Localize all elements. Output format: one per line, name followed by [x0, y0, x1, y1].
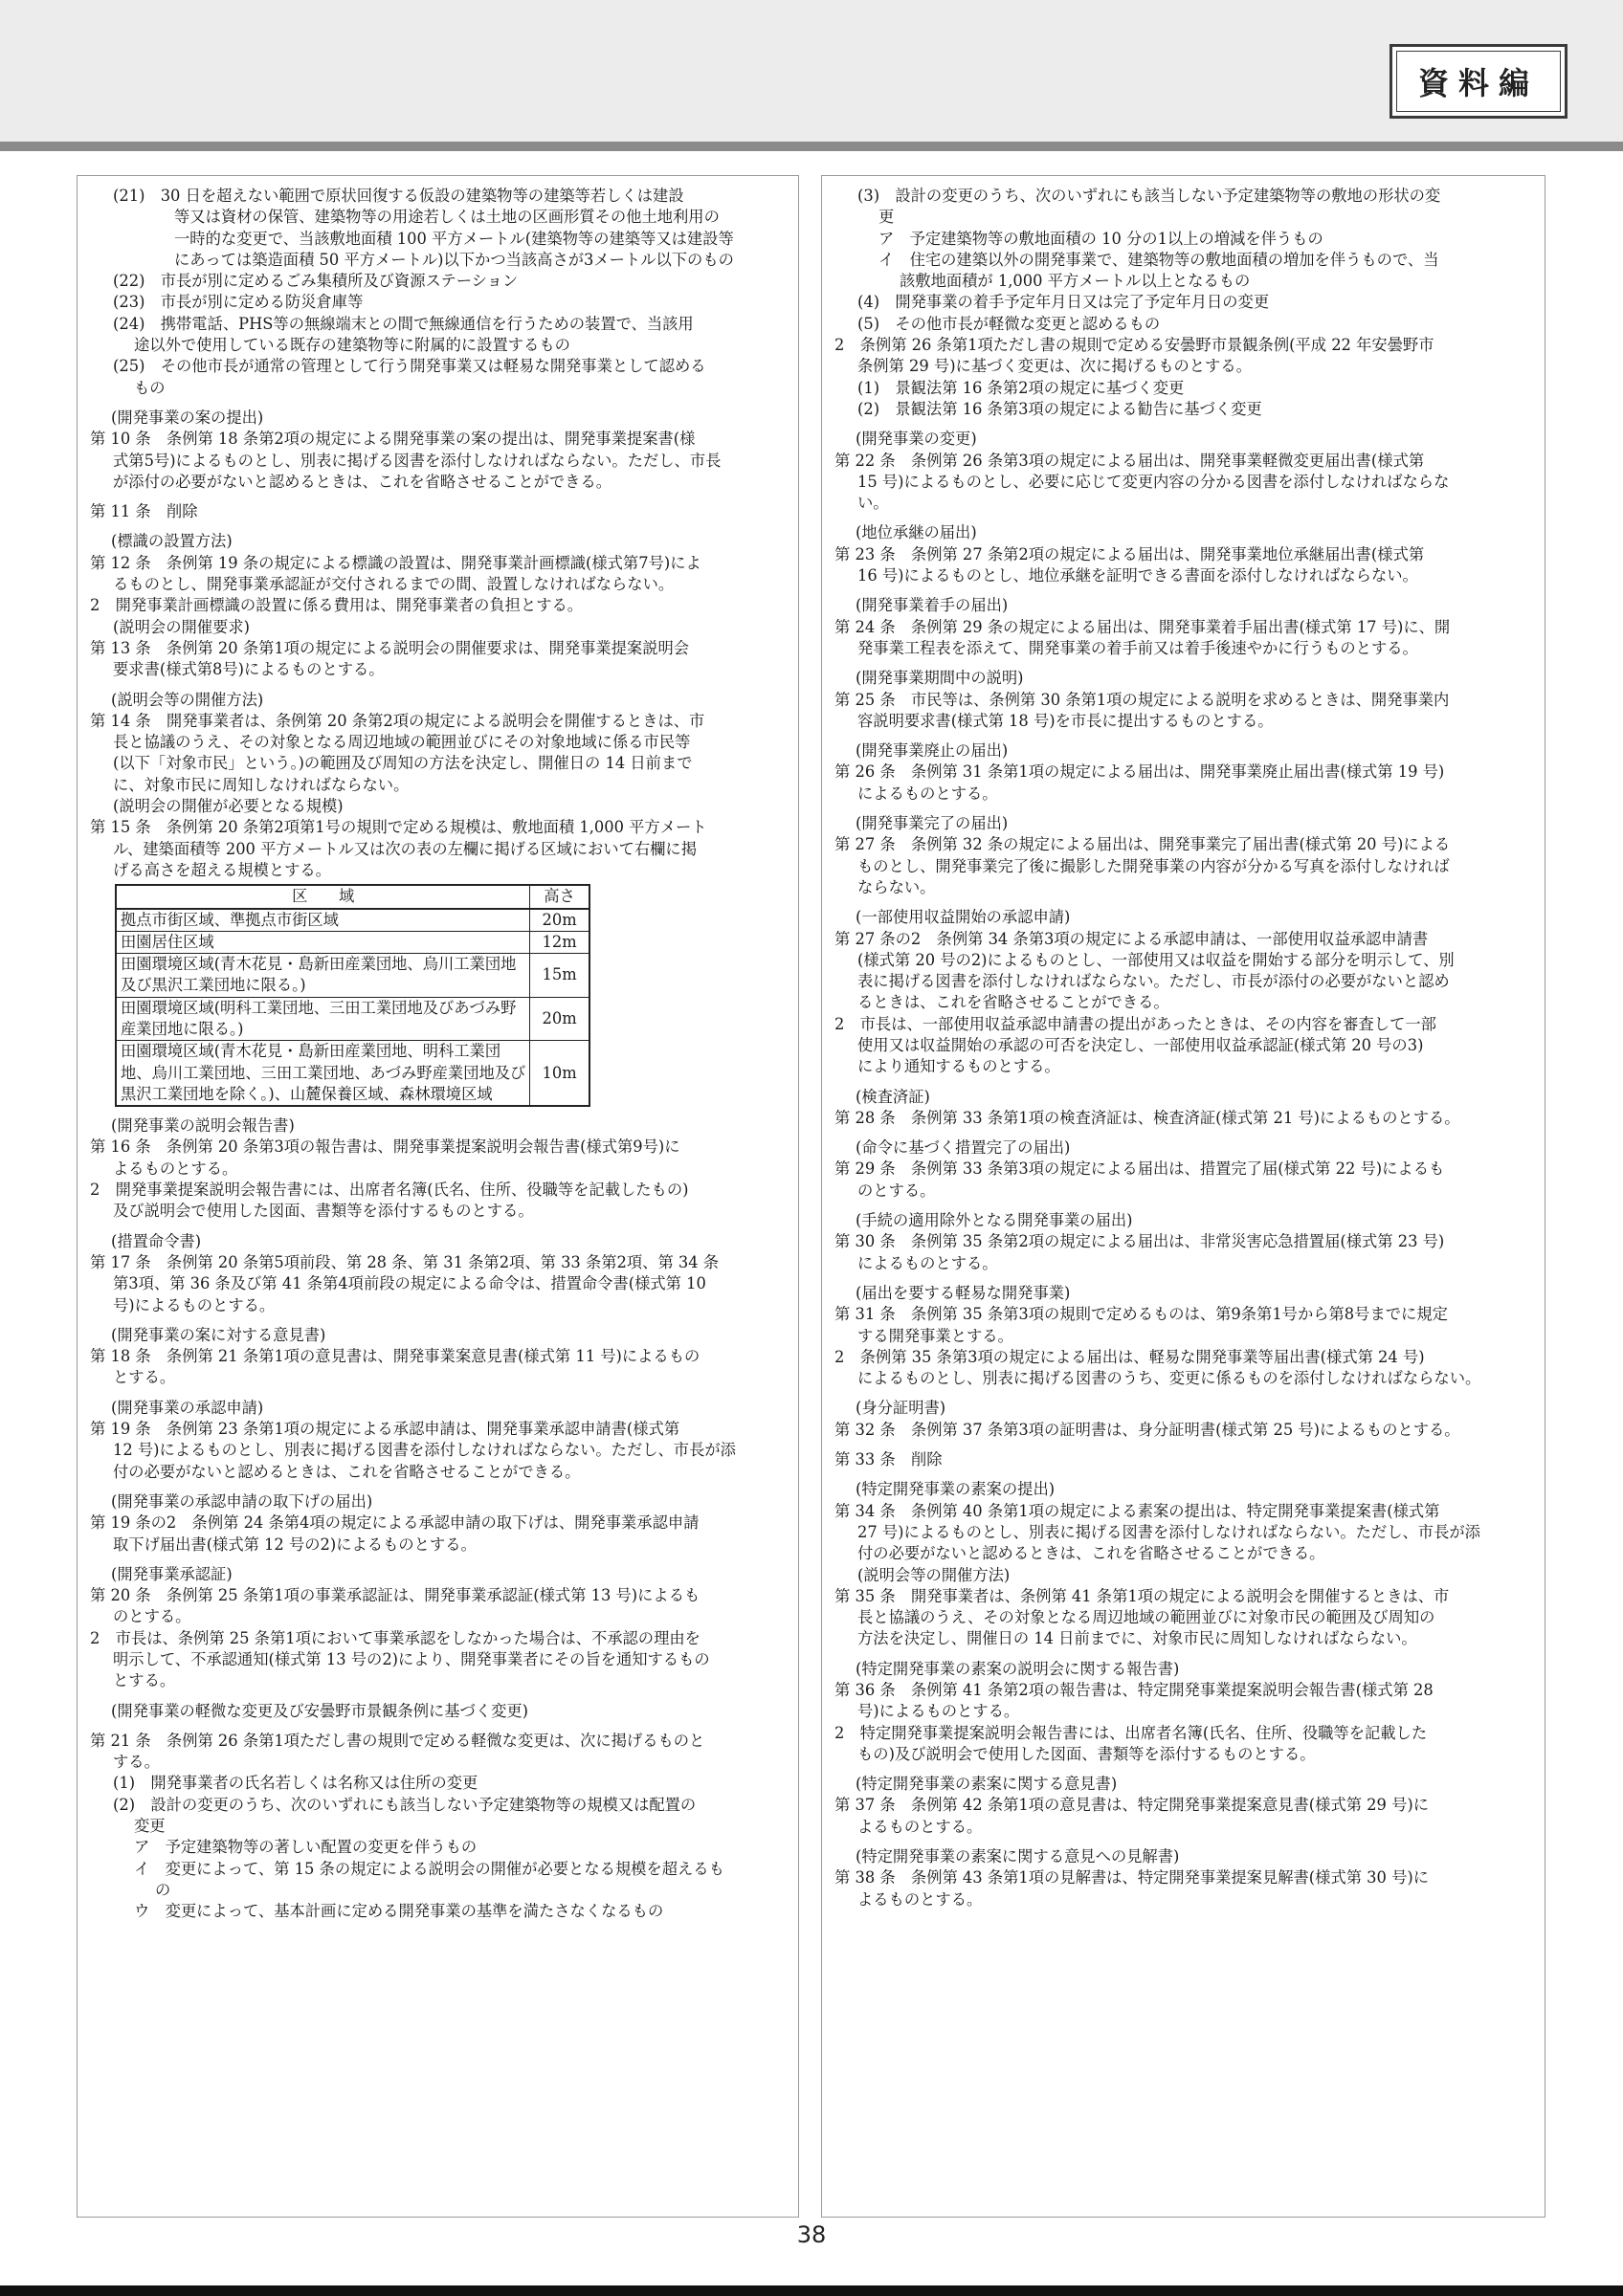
zone-area-line: 及び黒沢工業団地に限る。)	[121, 976, 306, 995]
text-line: 第 31 条 条例第 35 条第3項の規則で定めるものは、第9条第1号から第8号までに規定	[834, 1305, 1448, 1324]
page-number: 38	[796, 2221, 827, 2248]
text-line: (1) 景観法第 16 条第2項の規定に基づく変更	[857, 378, 1185, 397]
text-line: 号)によるものとする。	[113, 1295, 276, 1314]
section-heading: (届出を要する軽易な開発事業)	[856, 1283, 1071, 1302]
table-header-cell: 区 域	[116, 885, 530, 908]
section-heading: (説明会等の開催方法)	[111, 690, 264, 709]
section-heading: (開発事業の説明会報告書)	[111, 1116, 295, 1136]
section-heading: (特定開発事業の素案に関する意見への見解書)	[856, 1847, 1180, 1866]
section-heading: (開発事業の軽微な変更及び安曇野市景観条例に基づく変更)	[111, 1701, 529, 1720]
right-column-text	[834, 186, 1535, 1910]
text-line: 第 15 条 条例第 20 条第2項第1号の規則で定める規模は、敷地面積 1,000 平方メート	[90, 818, 707, 837]
text-line: (22) 市長が別に定めるごみ集積所及び資源ステーション	[113, 272, 519, 291]
section-tag	[1390, 44, 1567, 119]
zone-area-line: 田園環境区域(青木花見・島新田産業団地、明科工業団	[121, 1042, 501, 1061]
text-line: 途以外で使用している既存の建築物等に附属的に設置するもの	[134, 336, 570, 355]
text-line: 16 号)によるものとし、地位承継を証明できる書面を添付しなければならない。	[857, 566, 1418, 585]
text-line: 12 号)によるものとし、別表に掲げる図書を添付しなければならない。ただし、市長が添	[113, 1441, 736, 1460]
text-line: 要求書(様式第8号)によるものとする。	[113, 660, 385, 679]
text-line: 第 27 条の2 条例第 34 条第3項の規定による承認申請は、一部使用収益承認申請書	[834, 929, 1429, 948]
zone-area-line: 田園環境区域(明科工業団地、三田工業団地及びあづみ野	[121, 998, 517, 1017]
text-line: (2) 設計の変更のうち、次のいずれにも該当しない予定建築物等の規模又は配置の	[113, 1795, 697, 1814]
text-line: 変更	[134, 1817, 166, 1836]
section-heading: (標識の設置方法)	[111, 532, 233, 551]
text-line: 取下げ届出書(様式第 12 号の2)によるものとする。	[113, 1534, 477, 1554]
text-line: イ 変更によって、第 15 条の規定による説明会の開催が必要となる規模を超えるも	[134, 1859, 724, 1878]
text-line: い。	[857, 494, 889, 513]
left-column-text-b	[90, 1115, 789, 1922]
text-line: 号)によるものとする。	[857, 1702, 1020, 1721]
section-tag-inner	[1396, 51, 1561, 112]
text-line: ル、建築面積等 200 平方メートル又は次の表の左欄に掲げる区域において右欄に掲	[113, 839, 697, 858]
text-line: 等又は資材の保管、建築物等の用途若しくは土地の区画形質その他土地利用の	[174, 208, 720, 227]
text-line: 一時的な変更で、当該敷地面積 100 平方メートル(建築物等の建築等又は建設等	[174, 229, 734, 248]
text-line: 第 24 条 条例第 29 条の規定による届出は、開発事業着手届出書(様式第 17 号)に、開	[834, 617, 1451, 636]
text-line: 第 28 条 条例第 33 条第1項の検査済証は、検査済証(様式第 21 号)によるものとする。	[834, 1108, 1460, 1127]
text-line: する開発事業とする。	[857, 1326, 1013, 1345]
text-line: 2 条例第 26 条第1項ただし書の規則で定める安曇野市景観条例(平成 22 年安曇野市	[834, 336, 1434, 355]
text-line: のとする。	[857, 1181, 936, 1200]
zone-height-cell: 20m	[530, 909, 589, 932]
text-line: する。	[113, 1753, 160, 1772]
text-line: 該敷地面積が 1,000 平方メートル以上となるもの	[900, 272, 1251, 291]
text-line: (25) その他市長が通常の管理として行う開発事業又は軽易な開発事業として認める	[113, 357, 706, 376]
zone-area-line: 黒沢工業団地を除く。)、山麓保養区域、森林環境区域	[121, 1084, 493, 1103]
text-line: (2) 景観法第 16 条第3項の規定による勧告に基づく変更	[857, 399, 1262, 418]
text-line: (説明会の開催要求)	[113, 617, 250, 636]
text-line: 付の必要がないと認めるときは、これを省略させることができる。	[113, 1462, 581, 1481]
text-line: 第 11 条 削除	[90, 502, 198, 521]
section-heading: (開発事業の承認申請)	[111, 1398, 264, 1417]
text-line: るものとし、開発事業承認証が交付されるまでの間、設置しなければならない。	[113, 575, 675, 594]
section-heading: (開発事業承認証)	[111, 1564, 233, 1583]
section-heading: (開発事業の承認申請の取下げの届出)	[111, 1491, 373, 1511]
text-line: (様式第 20 号の2)によるものとし、一部使用又は収益を開始する部分を明示して、別	[857, 950, 1455, 969]
text-line: 発事業工程表を添えて、開発事業の着手前又は着手後速やかに行うものとする。	[857, 638, 1418, 657]
text-line: 第3項、第 36 条及び第 41 条第4項前段の規定による命令は、措置命令書(様式第 10	[113, 1274, 706, 1293]
text-line: (23) 市長が別に定める防災倉庫等	[113, 293, 364, 312]
text-line: 条例第 29 号)に基づく変更は、次に掲げるものとする。	[857, 357, 1252, 376]
text-line: 第 27 条 条例第 32 条の規定による届出は、開発事業完了届出書(様式第 20 号)による	[834, 835, 1451, 854]
text-line: とする。	[113, 1368, 176, 1387]
zone-area-cell	[116, 1041, 530, 1106]
text-line: ア 予定建築物等の著しい配置の変更を伴うもの	[134, 1838, 478, 1857]
zone-area-line: 産業団地に限る。)	[121, 1019, 244, 1038]
text-line: 長と協議のうえ、その対象となる周辺地域の範囲並びにその対象地域に係る市民等	[113, 733, 691, 752]
section-heading: (身分証明書)	[856, 1399, 946, 1418]
text-line: により通知するものとする。	[857, 1057, 1060, 1076]
text-line: (1) 開発事業者の氏名若しくは名称又は住所の変更	[113, 1774, 478, 1793]
section-heading: (地位承継の届出)	[856, 523, 977, 542]
section-heading: (開発事業の案に対する意見書)	[111, 1325, 326, 1344]
text-line: 第 33 条 削除	[834, 1450, 943, 1469]
text-line: 容説明要求書(様式第 18 号)を市長に提出するものとする。	[857, 711, 1274, 730]
text-line: 方法を決定し、開催日の 14 日前までに、対象市民に周知しなければならない。	[857, 1629, 1417, 1648]
section-heading: (開発事業の案の提出)	[111, 408, 264, 427]
text-line: 第 38 条 条例第 43 条第1項の見解書は、特定開発事業提案見解書(様式第 30 号)に	[834, 1868, 1429, 1888]
text-line: 第 32 条 条例第 37 条第3項の証明書は、身分証明書(様式第 25 号)によるものとする。	[834, 1420, 1460, 1439]
text-line: 第 19 条 条例第 23 条第1項の規定による承認申請は、開発事業承認申請書(様式第	[90, 1420, 680, 1439]
section-heading: (特定開発事業の素案に関する意見書)	[856, 1775, 1118, 1794]
text-line: 2 条例第 35 条第3項の規定による届出は、軽易な開発事業等届出書(様式第 24 号)	[834, 1347, 1425, 1366]
left-column	[77, 175, 799, 2218]
text-line: よるものとする。	[857, 1889, 983, 1909]
zone-area-cell	[116, 954, 530, 998]
text-line: 付の必要がないと認めるときは、これを省略させることができる。	[857, 1544, 1325, 1563]
table-header-cell: 高さ	[530, 885, 589, 908]
text-line: げる高さを超える規模とする。	[113, 860, 331, 879]
zone-area-cell	[116, 909, 530, 932]
zone-area-cell	[116, 997, 530, 1041]
text-line: にあっては築造面積 50 平方メートル)以下かつ当該高さが3メートル以下のもの	[174, 250, 734, 269]
footer-rule	[0, 2285, 1623, 2296]
zone-area-line: 拠点市街区域、準拠点市街区域	[121, 910, 339, 929]
table-row	[116, 909, 589, 932]
text-line: 及び説明会で使用した図面、書類等を添付するものとする。	[113, 1202, 534, 1221]
section-heading: (開発事業完了の届出)	[856, 814, 1009, 833]
text-line: 第 12 条 条例第 19 条の規定による標識の設置は、開発事業計画標識(様式第7号)によ	[90, 553, 701, 572]
text-line: 第 22 条 条例第 26 条第3項の規定による届出は、開発事業軽微変更届出書(様式第	[834, 451, 1425, 470]
text-line: 第 20 条 条例第 25 条第1項の事業承認証は、開発事業承認証(様式第 13 号)によるも	[90, 1586, 700, 1605]
table-row	[116, 954, 589, 998]
text-line: ものとし、開発事業完了後に撮影した開発事業の内容が分かる写真を添付しなければ	[857, 856, 1450, 875]
text-line: 第 26 条 条例第 31 条第1項の規定による届出は、開発事業廃止届出書(様式第 19 号)	[834, 762, 1445, 782]
text-line: るときは、これを省略させることができる。	[857, 993, 1169, 1012]
text-line: (説明会の開催が必要となる規模)	[113, 797, 344, 816]
left-column-text-a	[90, 186, 789, 881]
text-line: とする。	[113, 1671, 176, 1690]
text-line: 2 市長は、条例第 25 条第1項において事業承認をしなかった場合は、不承認の理由を	[90, 1628, 700, 1647]
text-line: の	[155, 1880, 171, 1899]
text-line: (3) 設計の変更のうち、次のいずれにも該当しない予定建築物等の敷地の形状の変	[857, 187, 1441, 205]
text-line: もの)及び説明会で使用した図面、書類等を添付するものとする。	[857, 1744, 1316, 1763]
section-heading: (手続の適用除外となる開発事業の届出)	[856, 1211, 1133, 1230]
text-line: 2 開発事業計画標識の設置に係る費用は、開発事業者の負担とする。	[90, 596, 584, 615]
text-line: (5) その他市長が軽微な変更と認めるもの	[857, 314, 1161, 333]
zone-height-cell: 10m	[530, 1041, 589, 1106]
section-heading: (開発事業廃止の届出)	[856, 741, 1009, 761]
text-line: 表に掲げる図書を添付しなければならない。ただし、市長が添付の必要がないと認め	[857, 972, 1450, 991]
header-band	[0, 0, 1623, 142]
text-line: 第 13 条 条例第 20 条第1項の規定による説明会の開催要求は、開発事業提案説明会	[90, 638, 690, 657]
text-line: 27 号)によるものとし、別表に掲げる図書を添付しなければならない。ただし、市長が添	[857, 1522, 1480, 1541]
zone-area-line: 田園居住区域	[121, 932, 214, 951]
text-line: 式第5号)によるものとし、別表に掲げる図書を添付しなければならない。ただし、市長	[113, 451, 722, 470]
text-line: (4) 開発事業の着手予定年月日又は完了予定年月日の変更	[857, 293, 1270, 312]
text-line: 第 21 条 条例第 26 条第1項ただし書の規則で定める軽微な変更は、次に掲げるものと	[90, 1731, 705, 1750]
table-row	[116, 997, 589, 1041]
text-line: 第 16 条 条例第 20 条第3項の報告書は、開発事業提案説明会報告書(様式第9号)に	[90, 1137, 680, 1157]
section-heading: (開発事業の変更)	[856, 430, 977, 449]
section-heading: (開発事業着手の届出)	[856, 596, 1009, 615]
section-heading: (開発事業期間中の説明)	[856, 669, 1024, 688]
text-line: 第 17 条 条例第 20 条第5項前段、第 28 条、第 31 条第2項、第 33 条第2項、第 34 条	[90, 1252, 720, 1271]
text-line: 長と協議のうえ、その対象となる周辺地域の範囲並びに対象市民の範囲及び周知の	[857, 1608, 1435, 1627]
text-line: (以下「対象市民」という。)の範囲及び周知の方法を決定し、開催日の 14 日前まで	[113, 754, 693, 773]
zone-area-cell	[116, 931, 530, 953]
section-heading: (一部使用収益開始の承認申請)	[856, 908, 1071, 927]
text-line: 第 30 条 条例第 35 条第2項の規定による届出は、非常災害応急措置届(様式第 23 号)	[834, 1232, 1445, 1251]
text-line: 第 18 条 条例第 21 条第1項の意見書は、開発事業案意見書(様式第 11 号)によるもの	[90, 1347, 700, 1366]
text-line: 第 25 条 市民等は、条例第 30 条第1項の規定による説明を求めるときは、開発事業内	[834, 690, 1450, 709]
zone-area-line: 田園環境区域(青木花見・島新田産業団地、烏川工業団地	[121, 955, 517, 974]
text-line: によるものとし、別表に掲げる図書のうち、変更に係るものを添付しなければならない。	[857, 1369, 1481, 1388]
text-line: ならない。	[857, 877, 936, 896]
text-line: 第 36 条 条例第 41 条第2項の報告書は、特定開発事業提案説明会報告書(様式第 28	[834, 1681, 1434, 1699]
text-line: 15 号)によるものとし、必要に応じて変更内容の分かる図書を添付しなければならな	[857, 472, 1450, 491]
zone-height-cell: 12m	[530, 931, 589, 953]
text-line: 第 37 条 条例第 42 条第1項の意見書は、特定開発事業提案意見書(様式第 29 号)に	[834, 1796, 1429, 1815]
text-line: 第 23 条 条例第 27 条第2項の規定による届出は、開発事業地位承継届出書(様式第	[834, 544, 1425, 563]
text-line: (説明会等の開催方法)	[857, 1565, 1011, 1584]
section-heading: (特定開発事業の素案の説明会に関する報告書)	[856, 1659, 1180, 1678]
header-rule	[0, 142, 1623, 151]
text-line: (21) 30 日を超えない範囲で原状回復する仮設の建築物等の建築等若しくは建設	[113, 187, 684, 205]
table-row	[116, 931, 589, 953]
text-line: 2 市長は、一部使用収益承認申請書の提出があったときは、その内容を審査して一部	[834, 1014, 1436, 1033]
text-line: によるものとする。	[857, 784, 998, 803]
zone-area-line: 地、烏川工業団地、三田工業団地、あづみ野産業団地及び	[121, 1063, 526, 1082]
section-heading: (措置命令書)	[111, 1231, 202, 1250]
text-line: 第 10 条 条例第 18 条第2項の規定による開発事業の案の提出は、開発事業提案書(様	[90, 430, 696, 449]
section-tag-label: 資料編	[1417, 65, 1539, 101]
section-heading: (命令に基づく措置完了の届出)	[856, 1138, 1071, 1158]
text-line: 第 35 条 開発事業者は、条例第 41 条第1項の規定による説明会を開催するときは、市	[834, 1586, 1450, 1605]
text-line: のとする。	[113, 1607, 191, 1626]
text-line: 使用又は収益開始の承認の可否を決定し、一部使用収益承認証(様式第 20 号の3)	[857, 1035, 1424, 1054]
text-line: に、対象市民に周知しなければならない。	[113, 775, 410, 794]
text-line: 第 19 条の2 条例第 24 条第4項の規定による承認申請の取下げは、開発事業承認申請	[90, 1513, 700, 1533]
zone-height-table	[115, 884, 590, 1107]
text-line: よるものとする。	[113, 1159, 238, 1178]
text-line: 第 29 条 条例第 33 条第3項の規定による届出は、措置完了届(様式第 22 号)によるも	[834, 1159, 1445, 1179]
section-heading: (検査済証)	[856, 1087, 930, 1106]
text-line: もの	[134, 378, 166, 397]
text-line: が添付の必要がないと認めるときは、これを省略させることができる。	[113, 472, 612, 491]
zone-height-cell: 15m	[530, 954, 589, 998]
text-line: よるものとする。	[857, 1817, 983, 1836]
text-line: 2 開発事業提案説明会報告書には、出席者名簿(氏名、住所、役職等を記載したもの)	[90, 1181, 689, 1200]
table-row	[116, 1041, 589, 1106]
text-line: によるものとする。	[857, 1253, 998, 1272]
text-line: イ 住宅の建築以外の開発事業で、建築物等の敷地面積の増加を伴うもので、当	[878, 250, 1439, 269]
text-line: (24) 携帯電話、PHS等の無線端末との間で無線通信を行うための装置で、当該用	[113, 314, 694, 333]
text-line: ア 予定建築物等の敷地面積の 10 分の1以上の増減を伴うもの	[878, 229, 1323, 248]
text-line: 第 14 条 開発事業者は、条例第 20 条第2項の規定による説明会を開催するときは、市	[90, 711, 705, 730]
text-line: 更	[878, 208, 895, 227]
right-column	[821, 175, 1545, 2218]
text-line: 明示して、不承認通知(様式第 13 号の2)により、開発事業者にその旨を通知するもの	[113, 1650, 710, 1668]
table-header-row	[116, 885, 589, 908]
text-line: 第 34 条 条例第 40 条第1項の規定による素案の提出は、特定開発事業提案書(様式第	[834, 1501, 1440, 1520]
zone-height-cell: 20m	[530, 997, 589, 1041]
text-line: ウ 変更によって、基本計画に定める開発事業の基準を満たさなくなるもの	[134, 1902, 664, 1921]
section-heading: (特定開発事業の素案の提出)	[856, 1480, 1056, 1499]
text-line: 2 特定開発事業提案説明会報告書には、出席者名簿(氏名、住所、役職等を記載した	[834, 1723, 1428, 1742]
